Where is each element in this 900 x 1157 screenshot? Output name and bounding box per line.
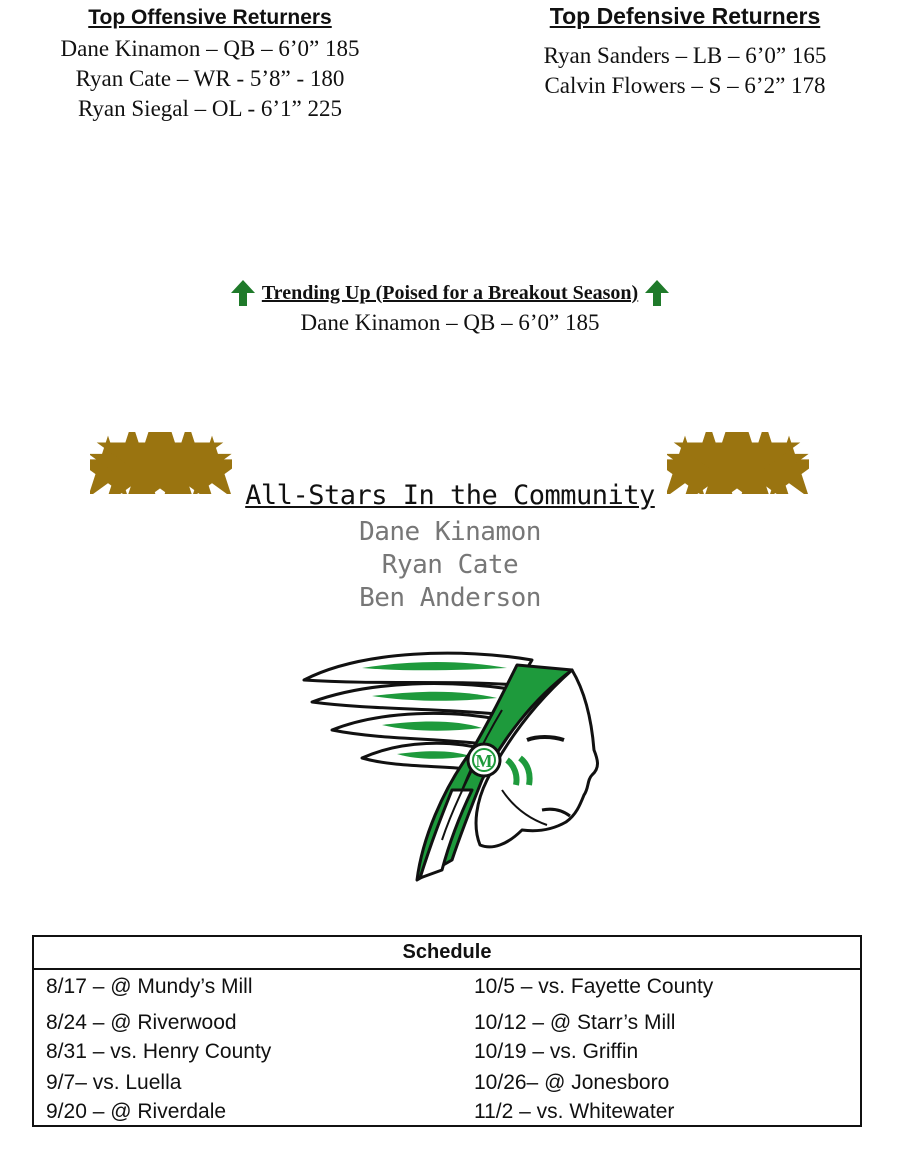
offensive-returners-section — [30, 4, 390, 124]
offensive-player: Dane Kinamon – QB – 6’0” 185 — [60, 36, 360, 61]
schedule-game: 8/17 – @ Mundy’s Mill — [46, 975, 253, 998]
up-arrow-icon — [230, 279, 256, 307]
defensive-returners-section — [510, 1, 860, 101]
schedule-table — [32, 935, 862, 1127]
defensive-returners-title: Top Defensive Returners — [549, 3, 821, 29]
trending-player: Dane Kinamon – QB – 6’0” 185 — [300, 310, 600, 335]
offensive-player: Ryan Cate – WR - 5’8” - 180 — [75, 66, 345, 91]
schedule-game: 9/20 – @ Riverdale — [46, 1100, 227, 1123]
offensive-player: Ryan Siegal – OL - 6’1” 225 — [78, 96, 342, 121]
mascot-badge-letter: M — [475, 751, 493, 771]
all-stars-section — [0, 476, 900, 615]
all-stars-title: All-Stars In the Community — [245, 480, 655, 511]
schedule-game: 8/24 – @ Riverwood — [46, 1011, 237, 1034]
schedule-title: Schedule — [34, 937, 860, 970]
schedule-game: 10/26– @ Jonesboro — [474, 1071, 670, 1094]
schedule-game: 10/12 – @ Starr’s Mill — [474, 1011, 676, 1034]
schedule-game: 8/31 – vs. Henry County — [46, 1040, 272, 1063]
trending-up-section — [0, 278, 900, 338]
defensive-player: Ryan Sanders – LB – 6’0” 165 — [543, 43, 827, 68]
defensive-player: Calvin Flowers – S – 6’2” 178 — [544, 73, 826, 98]
all-star-name: Ben Anderson — [359, 583, 541, 613]
schedule-game: 11/2 – vs. Whitewater — [474, 1100, 675, 1123]
all-star-name: Dane Kinamon — [359, 517, 541, 547]
trending-title-row — [0, 278, 900, 308]
schedule-game: 9/7– vs. Luella — [46, 1071, 182, 1094]
offensive-returners-title: Top Offensive Returners — [88, 6, 332, 29]
trending-up-title: Trending Up (Poised for a Breakout Season) — [261, 282, 639, 304]
all-star-name: Ryan Cate — [381, 550, 519, 580]
mascot-logo-icon — [302, 640, 602, 885]
up-arrow-icon — [644, 279, 670, 307]
schedule-game: 10/5 – vs. Fayette County — [474, 975, 714, 998]
schedule-game: 10/19 – vs. Griffin — [474, 1040, 639, 1063]
schedule-body — [34, 970, 860, 1125]
